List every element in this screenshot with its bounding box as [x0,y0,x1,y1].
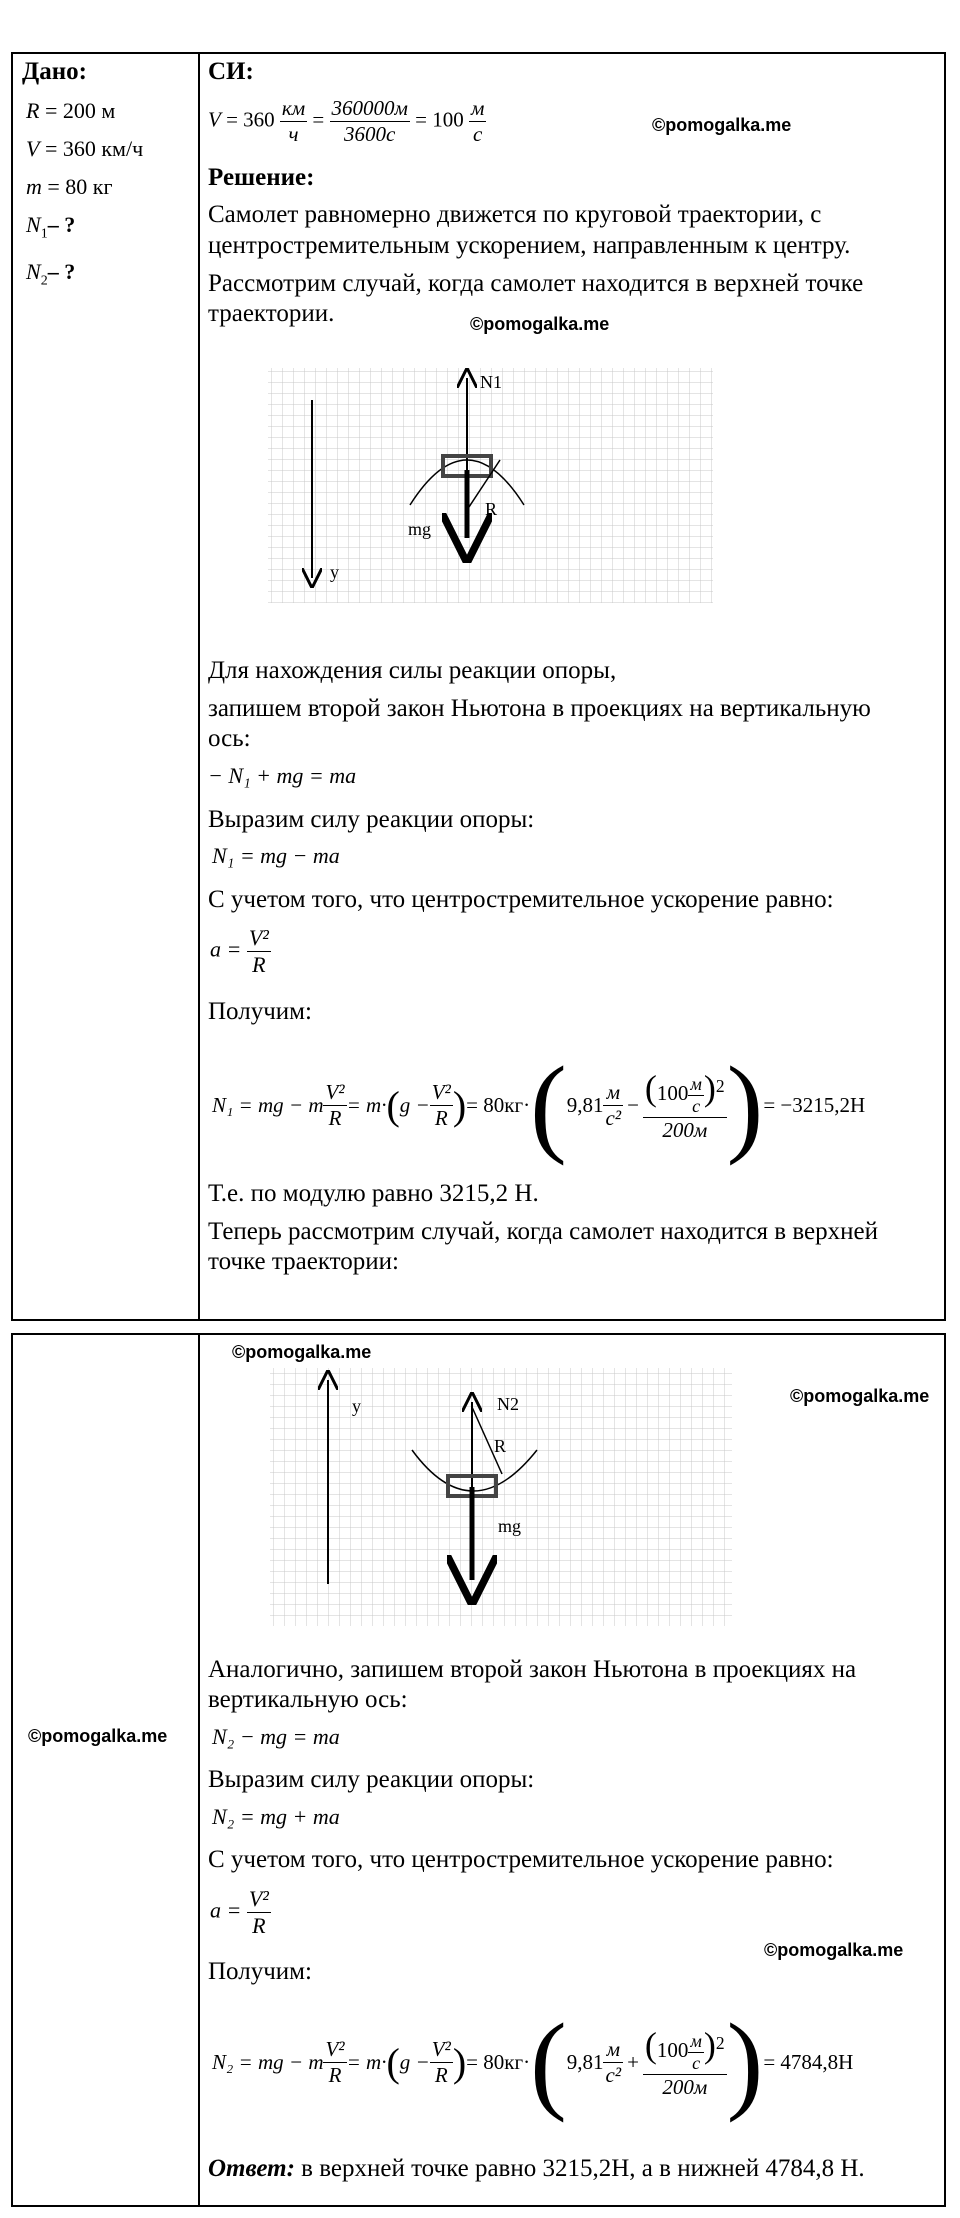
watermark-1: ©pomogalka.me [652,115,792,135]
eq-newton-2: N₂ − mg = ma [212,1724,340,1749]
p-next-line-2: точке траектории: [208,1248,399,1275]
p-next-line-1: Теперь рассмотрим случай, когда самолет находится в верхней [208,1218,878,1245]
watermark-6: ©pomogalka.me [764,1940,904,1960]
given-speed: V = 360 км/ч [26,136,144,161]
si-header: СИ: [208,58,254,85]
p-modulus: Т.е. по модулю равно 3215,2 Н. [208,1180,539,1207]
intro-line-1: Самолет равномерно движется по круговой траектории, с [208,201,822,228]
normal-force-label: N1 [480,372,502,392]
given-radius: R = 200 м [26,98,116,123]
gravity-label: mg [498,1516,522,1536]
watermark-5: ©pomogalka.me [28,1726,168,1746]
figure-bottom-point [262,1362,740,1632]
p-newton-line-2: ось: [208,725,251,752]
p-express-2: Выразим силу реакции опоры: [208,1766,535,1793]
intro-line-2: центростремительным ускорением, направленным к центру. [208,232,851,259]
table1-border-right [944,52,946,1321]
p-express-1: Выразим силу реакции опоры: [208,806,535,833]
eq-n1-full: N₁ = mg − m $\frac{\text{V²}}{R}$ = m· ( g − $\frac{\text{V²}}{R}$ ) = 80кг· ( 9,81 м с² − (100 м с )$^2$ 200м ) = −3215,2Н [212,1044,866,1166]
p-similar-line-1: Аналогично, запишем второй закон Ньютона в проекциях на [208,1656,857,1683]
table2-divider [198,1333,200,2207]
unknown-n2: $N_2-$ ? [26,259,76,289]
watermark-2: ©pomogalka.me [470,314,610,334]
given-mass: m = 80 кг [26,174,113,199]
table2-border-left [11,1333,13,2207]
intro-line-3: Рассмотрим случай, когда самолет находится в верхней точке [208,270,864,297]
table1-divider [198,52,200,1321]
p-centripetal-1: С учетом того, что центростремительное ускорение равно: [208,886,834,913]
unknown-n1: $N_1-$ ? [26,212,76,242]
table2-border-bottom [11,2205,946,2207]
given-list [26,92,143,301]
intro-line-4: траектории. [208,300,335,327]
y-axis-label: y [330,562,339,582]
watermark-3: ©pomogalka.me [232,1342,372,1362]
answer [208,2153,865,2184]
p-find-force: Для нахождения силы реакции опоры, [208,657,617,684]
normal-force-label: N2 [497,1394,519,1414]
watermark-4: ©pomogalka.me [790,1386,930,1406]
table1-border-top [11,52,946,54]
table2-border-top [11,1333,946,1335]
radius-label: R [485,499,498,519]
si-speed-conversion: V = 360 км ч = 360000м 3600с = 100 м с [208,96,485,146]
eq-n2-full: N₂ = mg − m $\frac{\text{V²}}{R}$ = m· ( g − $\frac{\text{V²}}{R}$ ) = 80кг· ( 9,81 м с² + (100 м с )$^2$ 200м ) = 4784,8Н [212,2001,854,2123]
table2-border-right [944,1333,946,2207]
radius-label: R [494,1436,507,1456]
answer-label: Ответ: [208,2155,295,2182]
p-centripetal-2: С учетом того, что центростремительное ускорение равно: [208,1846,834,1873]
eq-n2-short: N₂ = mg + ma [212,1804,340,1829]
eq-acceleration-1: a = $\frac{\text{V²}}{R}$ [210,925,269,977]
eq-n1-short: N₁ = mg − ma [212,843,340,868]
eq-acceleration-2: a = $\frac{\text{V²}}{R}$ [210,1886,269,1938]
y-axis-label: y [352,1396,361,1416]
answer-text: в верхней точке равно 3215,2Н, а в нижней 4784,8 Н. [294,2155,865,2182]
solution-header: Решение: [208,164,315,191]
eq-newton-1: − N₁ + mg = ma [208,763,357,788]
p-get-1: Получим: [208,998,312,1025]
p-similar-line-2: вертикальную ось: [208,1686,408,1713]
p-get-2: Получим: [208,1958,312,1985]
given-header: Дано: [22,58,87,85]
p-newton-line-1: запишем второй закон Ньютона в проекциях на вертикальную [208,695,871,722]
table1-border-bottom [11,1319,946,1321]
table1-border-left [11,52,13,1321]
figure-top-point [260,360,720,610]
gravity-label: mg [408,519,432,539]
